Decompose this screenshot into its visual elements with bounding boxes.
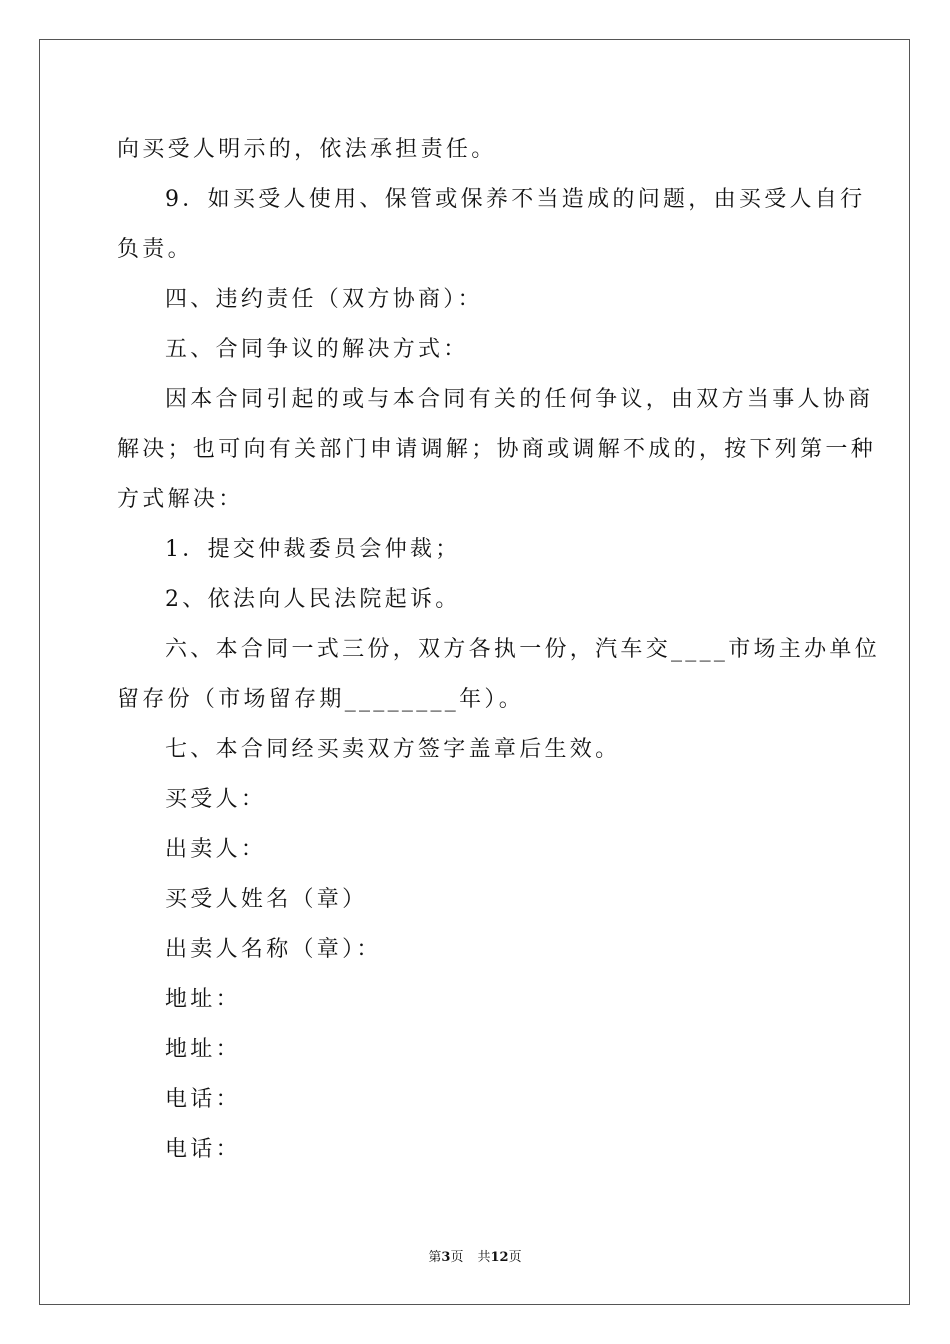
text-line: 解决；也可向有关部门申请调解；协商或调解不成的，按下列第一种 [117,437,877,462]
section-heading: 四、违约责任（双方协商）： [165,287,483,312]
page-prefix: 第 [428,1250,442,1265]
buyer-name-field: 买受人姓名（章） [165,887,368,912]
text-line: 留存份（市场留存期________年）。 [117,687,525,712]
page-number: 3 [441,1250,451,1265]
text-line: 因本合同引起的或与本合同有关的任何争议，由双方当事人协商 [165,387,874,412]
page-footer [0,1246,950,1265]
text-line: 9．如买受人使用、保管或保养不当造成的问题，由买受人自行 [165,187,866,212]
list-item: 1．提交仲裁委员会仲裁； [165,537,461,562]
text-line: 负责。 [117,237,193,262]
list-item: 2、依法向人民法院起诉。 [165,587,461,612]
section-heading: 五、合同争议的解决方式： [165,337,469,362]
text-line: 方式解决： [117,487,244,512]
address-field: 地址： [165,987,241,1012]
total-pages: 12 [490,1250,509,1265]
section-heading: 六、本合同一式三份，双方各执一份，汽车交____市场主办单位 [165,637,881,662]
page-suffix: 页 [450,1250,464,1265]
address-field: 地址： [165,1037,241,1062]
section-heading: 七、本合同经买卖双方签字盖章后生效。 [165,737,621,762]
phone-field: 电话： [165,1137,241,1162]
total-suffix: 页 [508,1250,522,1265]
total-prefix: 共 [477,1250,491,1265]
seller-name-field: 出卖人名称（章）： [165,937,382,962]
phone-field: 电话： [165,1087,241,1112]
document-body [117,125,881,1175]
signature-field-buyer: 买受人： [165,787,267,812]
text-line: 向买受人明示的，依法承担责任。 [117,137,497,162]
signature-field-seller: 出卖人： [165,837,267,862]
